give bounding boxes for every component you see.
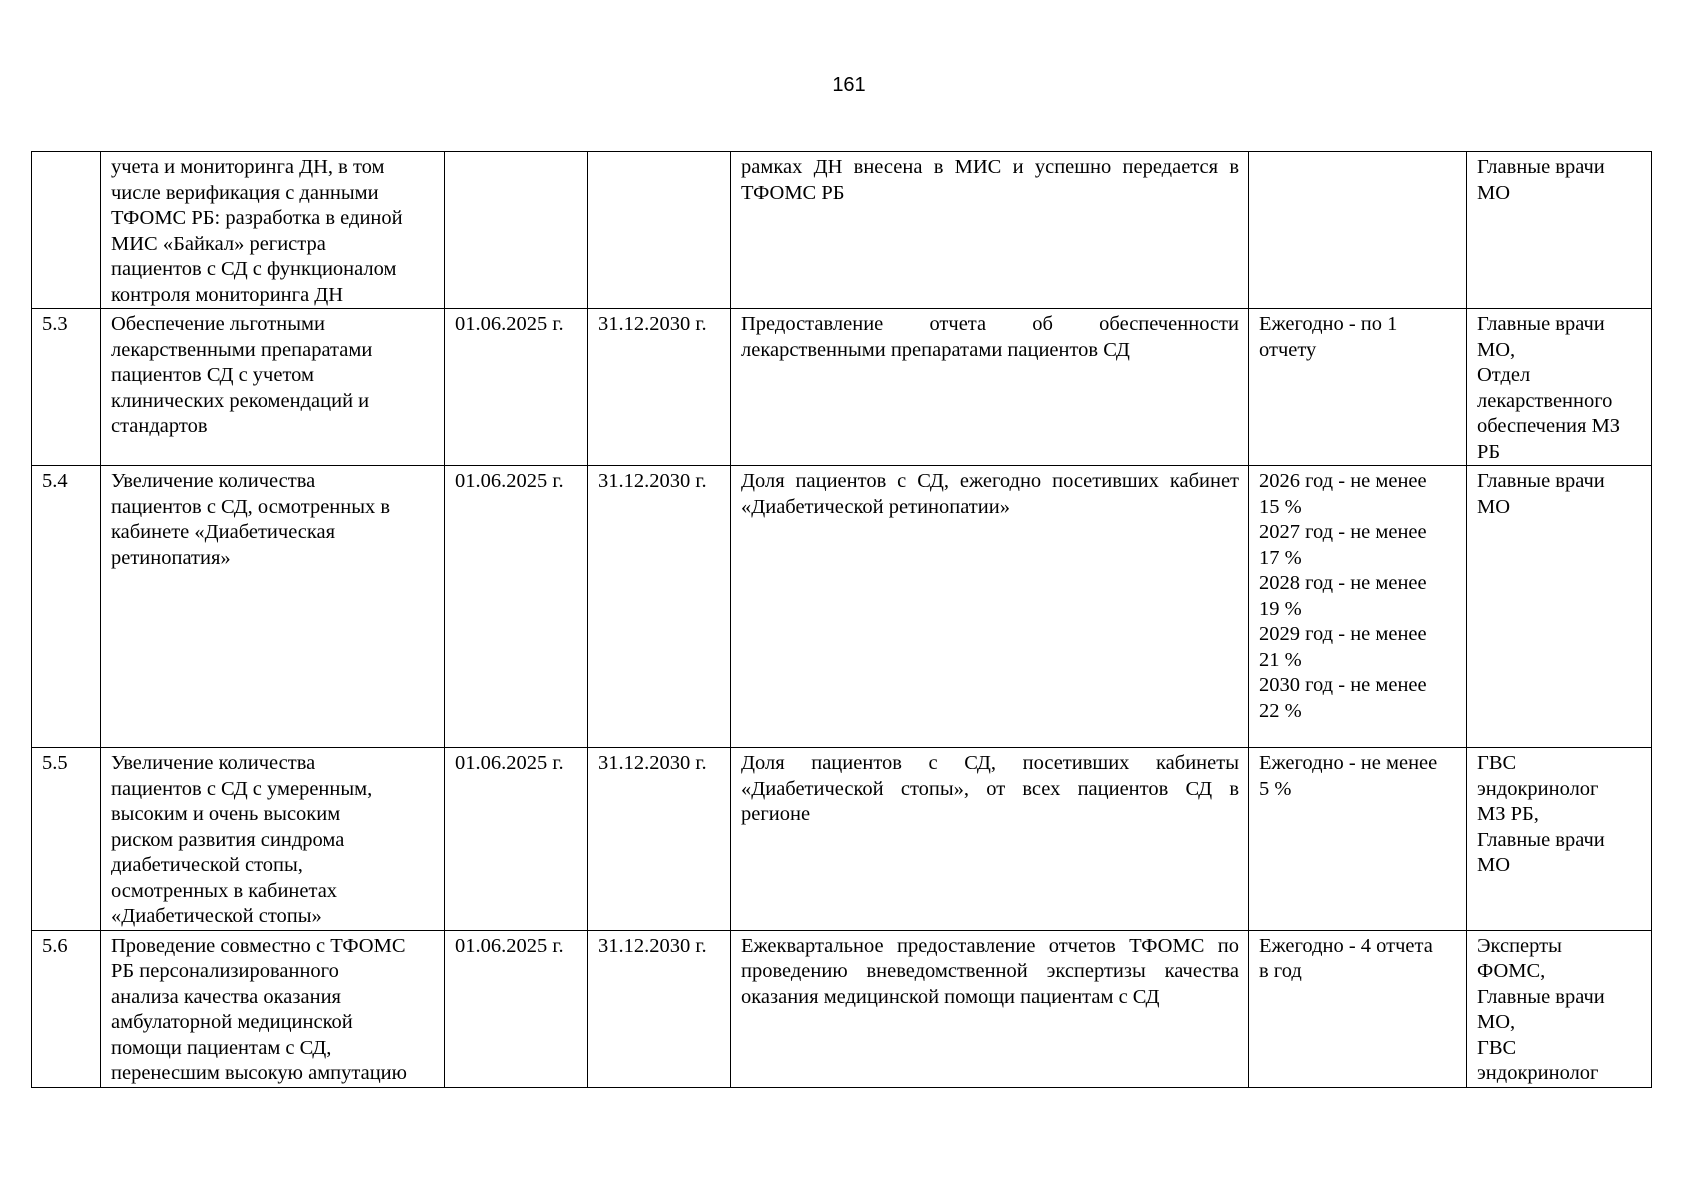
indicator-line: в год (1259, 960, 1302, 982)
result-text: Предоставление отчета об обеспеченности лекарственными препаратами пациентов СД (741, 313, 1239, 361)
indicator-line: 2026 год - не менее (1259, 470, 1427, 492)
end-date-cell (588, 748, 731, 931)
end-date-cell (588, 309, 731, 466)
indicator-line: Ежегодно - не менее (1259, 752, 1438, 774)
end-date: 31.12.2030 г. (598, 752, 707, 774)
responsible-line: МЗ РБ, (1477, 803, 1539, 825)
activity-cell (101, 930, 445, 1087)
activity-line: кабинете «Диабетическая (111, 521, 336, 543)
responsible-line: МО, (1477, 338, 1516, 361)
activity-line: учета и мониторинга ДН, в том (111, 156, 385, 178)
responsible-line: МО (1477, 495, 1511, 518)
item-number-cell (32, 309, 101, 466)
responsible-line: МО (1477, 854, 1511, 876)
result-cell (731, 466, 1249, 748)
activity-line: числе верификация с данными (111, 181, 379, 204)
activity-line: стандартов (111, 415, 208, 437)
activity-line: риском развития синдрома (111, 828, 345, 851)
start-date-cell (445, 466, 588, 748)
item-number: 5.4 (42, 470, 68, 492)
table-row (32, 309, 1652, 466)
item-number-cell (32, 152, 101, 309)
activity-line: помощи пациентам с СД, (111, 1036, 332, 1059)
result-text: Доля пациентов с СД, ежегодно посетивших кабинет «Диабетической ретинопатии» (741, 470, 1239, 518)
indicator-cell (1249, 152, 1467, 309)
end-date-cell (588, 152, 731, 309)
indicator-line: Ежегодно - 4 отчета (1259, 934, 1433, 957)
item-number: 5.6 (42, 934, 68, 957)
item-number-cell (32, 466, 101, 748)
activity-line: перенесшим высокую ампутацию (111, 1062, 407, 1084)
indicator-cell (1249, 930, 1467, 1087)
indicator-line: 2030 год - не менее (1259, 674, 1427, 696)
indicator-cell (1249, 466, 1467, 748)
indicator-line: 17 % (1259, 546, 1302, 569)
activity-cell (101, 152, 445, 309)
indicator-cell (1249, 309, 1467, 466)
activity-line: диабетической стопы, (111, 854, 303, 876)
result-text: рамках ДН внесена в МИС и успешно передается в ТФОМС РБ (741, 156, 1239, 204)
activity-line: пациентов с СД, осмотренных в (111, 495, 391, 518)
responsible-line: Главные врачи (1477, 156, 1605, 178)
activity-plan-table (31, 151, 1652, 1088)
responsible-line: ФОМС, (1477, 960, 1546, 982)
activity-line: клинических рекомендаций и (111, 389, 370, 412)
result-cell (731, 748, 1249, 931)
indicator-line: 5 % (1259, 777, 1292, 800)
start-date: 01.06.2025 г. (455, 470, 564, 492)
start-date: 01.06.2025 г. (455, 752, 564, 774)
responsible-line: Главные врачи (1477, 828, 1605, 851)
indicator-line: 19 % (1259, 597, 1302, 620)
activity-line: Увеличение количества (111, 470, 316, 492)
result-text: Ежеквартальное предоставление отчетов ТФОМС по проведению вневедомственной экспертизы качества оказания медицинской помощи пациентам с СД (741, 934, 1239, 1008)
activity-line: амбулаторной медицинской (111, 1011, 353, 1033)
indicator-line: 22 % (1259, 699, 1302, 722)
responsible-line: эндокринолог (1477, 777, 1599, 800)
responsible-line: Главные врачи (1477, 985, 1605, 1008)
result-cell (731, 309, 1249, 466)
activity-cell (101, 748, 445, 931)
indicator-line: 2027 год - не менее (1259, 521, 1427, 543)
activity-cell (101, 466, 445, 748)
item-number: 5.5 (42, 752, 68, 774)
activity-line: МИС «Байкал» регистра (111, 232, 326, 255)
activity-line: лекарственными препаратами (111, 338, 373, 361)
activity-line: пациентов с СД с функционалом (111, 258, 397, 280)
activity-line: осмотренных в кабинетах (111, 879, 338, 902)
activity-line: Увеличение количества (111, 752, 316, 774)
responsible-line: эндокринолог (1477, 1062, 1599, 1084)
responsible-line: РБ (1477, 440, 1501, 463)
responsible-line: ГВС (1477, 752, 1517, 774)
result-text: Доля пациентов с СД, посетивших кабинеты «Диабетической стопы», от всех пациентов СД в регионе (741, 752, 1239, 825)
responsible-cell (1467, 152, 1652, 309)
responsible-line: лекарственного (1477, 389, 1613, 412)
responsible-cell (1467, 309, 1652, 466)
responsible-line: МО, (1477, 1011, 1516, 1033)
activity-line: ретинопатия» (111, 546, 231, 569)
activity-line: Обеспечение льготными (111, 313, 325, 335)
responsible-line: Отдел (1477, 364, 1531, 386)
indicator-line: Ежегодно - по 1 (1259, 313, 1398, 335)
responsible-line: Главные врачи (1477, 470, 1605, 492)
table-row (32, 930, 1652, 1087)
start-date-cell (445, 152, 588, 309)
activity-line: анализа качества оказания (111, 985, 341, 1008)
table-row (32, 466, 1652, 748)
responsible-line: ГВС (1477, 1036, 1517, 1059)
responsible-line: Главные врачи (1477, 313, 1605, 335)
page-number: 161 (832, 74, 866, 96)
responsible-line: МО (1477, 181, 1511, 204)
responsible-line: Эксперты (1477, 934, 1562, 957)
item-number-cell (32, 930, 101, 1087)
activity-line: Проведение совместно с ТФОМС (111, 934, 406, 957)
end-date: 31.12.2030 г. (598, 313, 707, 335)
activity-line: «Диабетической стопы» (111, 905, 322, 927)
item-number: 5.3 (42, 313, 68, 335)
start-date-cell (445, 748, 588, 931)
indicator-line: 2028 год - не менее (1259, 572, 1427, 594)
start-date-cell (445, 930, 588, 1087)
start-date: 01.06.2025 г. (455, 934, 564, 957)
table-row (32, 152, 1652, 309)
activity-line: высоким и очень высоким (111, 803, 341, 825)
responsible-line: обеспечения МЗ (1477, 415, 1621, 437)
activity-line: пациентов с СД с умеренным, (111, 777, 373, 800)
activity-line: РБ персонализированного (111, 960, 339, 982)
activity-line: пациентов СД с учетом (111, 364, 314, 386)
indicator-cell (1249, 748, 1467, 931)
end-date: 31.12.2030 г. (598, 934, 707, 957)
activity-line: контроля мониторинга ДН (111, 283, 344, 306)
indicator-line: 21 % (1259, 648, 1302, 671)
item-number-cell (32, 748, 101, 931)
result-cell (731, 152, 1249, 309)
end-date-cell (588, 466, 731, 748)
end-date: 31.12.2030 г. (598, 470, 707, 492)
responsible-cell (1467, 930, 1652, 1087)
table-row (32, 748, 1652, 931)
responsible-cell (1467, 748, 1652, 931)
indicator-line: 2029 год - не менее (1259, 623, 1427, 645)
start-date: 01.06.2025 г. (455, 313, 564, 335)
result-cell (731, 930, 1249, 1087)
activity-cell (101, 309, 445, 466)
activity-line: ТФОМС РБ: разработка в единой (111, 207, 403, 229)
indicator-line: 15 % (1259, 495, 1302, 518)
start-date-cell (445, 309, 588, 466)
responsible-cell (1467, 466, 1652, 748)
end-date-cell (588, 930, 731, 1087)
indicator-line: отчету (1259, 338, 1317, 361)
